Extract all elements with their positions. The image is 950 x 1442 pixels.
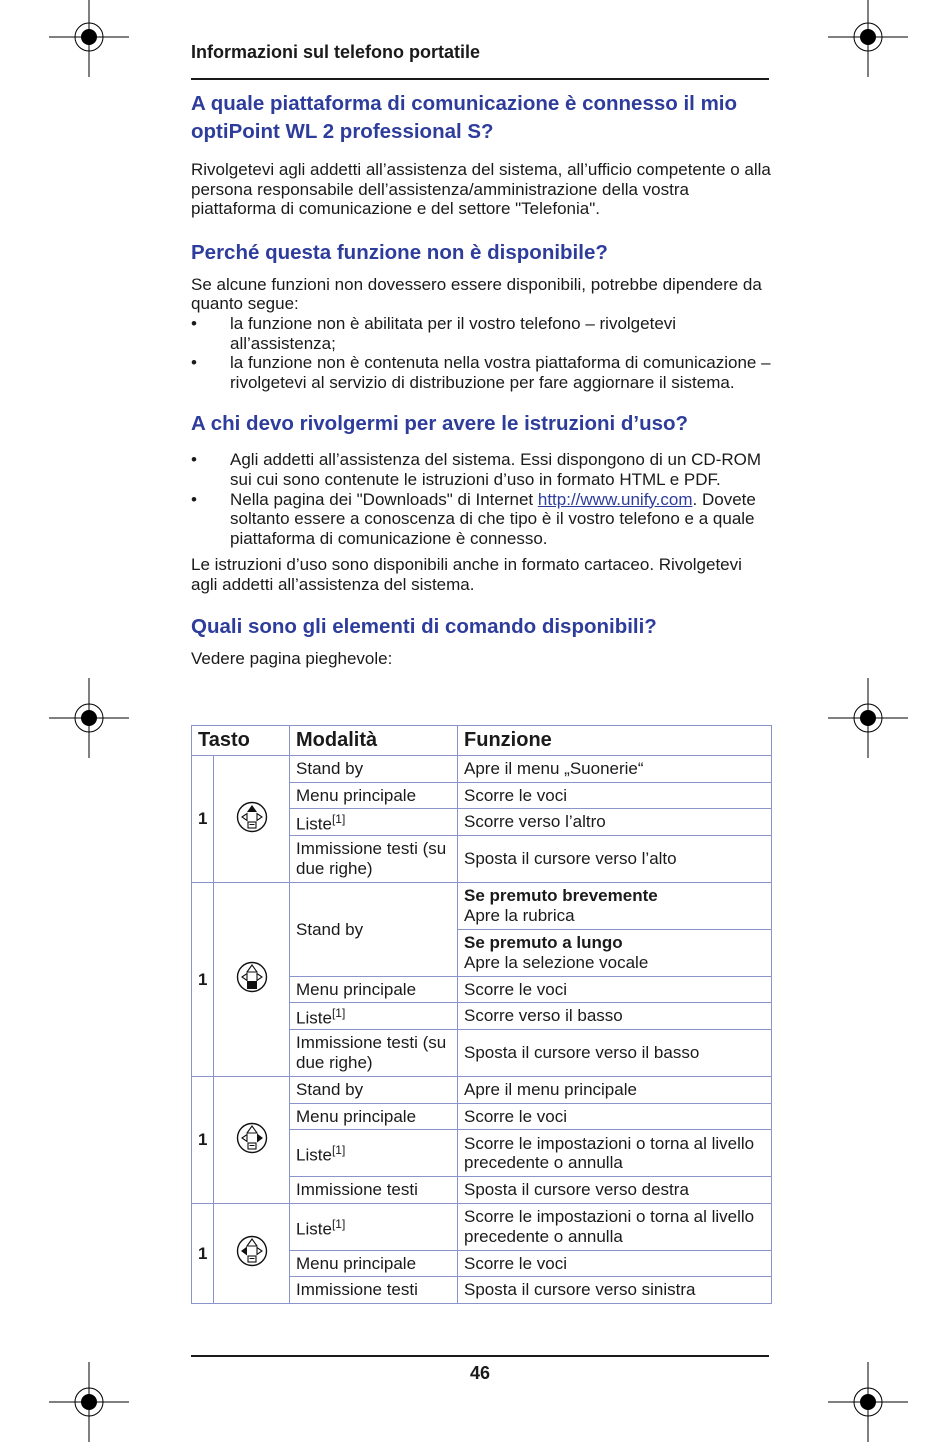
mode-cell: Immissione testi [290, 1177, 458, 1204]
function-cell: Scorre le impostazioni o torna al livello precedente o annulla [458, 1130, 772, 1177]
list-item: • la funzione non è contenuta nella vostra piattaforma di comunicazione – rivolgetevi al servizio di distribuzione per fare aggiornare il sistema. [191, 353, 771, 392]
list-item: • Agli addetti all’assistenza del sistema. Essi dispongono di un CD-ROM sui cui sono contenute le istruzioni d’uso in formato HTML e PDF. [191, 450, 771, 489]
function-cell: Sposta il cursore verso il basso [458, 1029, 772, 1076]
function-cell: Sposta il cursore verso sinistra [458, 1277, 772, 1304]
heading-unavailable: Perché questa funzione non è disponibile? [191, 240, 608, 264]
nav-up-icon [214, 756, 290, 883]
mode-text: Liste [296, 1145, 332, 1165]
mode-text: Liste [296, 1219, 332, 1239]
function-title: Se premuto brevemente [464, 886, 658, 906]
key-number: 1 [192, 1203, 214, 1303]
function-cell: Scorre verso l’altro [458, 809, 772, 836]
mode-text: Liste [296, 1008, 332, 1028]
crop-mark-mid-left [49, 678, 129, 758]
mode-cell: Stand by [290, 756, 458, 783]
function-cell: Scorre le voci [458, 976, 772, 1003]
header-rule [191, 78, 769, 80]
paragraph-manual: Le istruzioni d’uso sono disponibili anche in formato cartaceo. Rivolgetevi agli addetti all’assistenza del sistema. [191, 555, 742, 594]
header-mode: Modalità [290, 726, 458, 756]
function-cell: Apre il menu principale [458, 1076, 772, 1103]
crop-mark-bottom-left [49, 1362, 129, 1442]
manual-list [191, 450, 771, 548]
mode-cell [290, 809, 458, 836]
footnote-mark: [1] [331, 1216, 346, 1231]
key-number: 1 [192, 756, 214, 883]
crop-mark-bottom-right [828, 1362, 908, 1442]
function-cell: Scorre le voci [458, 782, 772, 809]
footnote-mark: [1] [331, 1143, 346, 1158]
crop-mark-mid-right [828, 678, 908, 758]
nav-down-icon [214, 882, 290, 1076]
mode-cell: Menu principale [290, 1250, 458, 1277]
mode-cell [290, 1130, 458, 1177]
nav-right-icon [214, 1076, 290, 1203]
function-cell [458, 882, 772, 929]
function-cell: Sposta il cursore verso destra [458, 1177, 772, 1204]
unify-link[interactable]: http://www.unify.com [537, 489, 693, 509]
paragraph-unavailable: Se alcune funzioni non dovessero essere disponibili, potrebbe dipendere da quanto segue: [191, 274, 762, 314]
paragraph-controls: Vedere pagina pieghevole: [191, 648, 393, 668]
function-cell [458, 929, 772, 976]
crop-mark-top-right [828, 0, 908, 77]
list-item [191, 490, 771, 549]
mode-cell [290, 1003, 458, 1030]
heading-controls: Quali sono gli elementi di comando disponibili? [191, 614, 657, 638]
controls-table [191, 725, 772, 1304]
function-text: Apre la rubrica [464, 905, 575, 925]
key-number: 1 [192, 1076, 214, 1203]
unavailable-list [191, 314, 771, 392]
mode-cell [290, 1203, 458, 1250]
heading-manual: A chi devo rivolgermi per avere le istruzioni d’uso? [191, 412, 689, 436]
footnote-mark: [1] [331, 811, 346, 826]
mode-cell: Immissione testi [290, 1277, 458, 1304]
table-row [192, 882, 772, 929]
heading-platform: A quale piattaforma di comunicazione è connesso il mio optiPoint WL 2 professional S? [191, 92, 738, 143]
mode-cell: Menu principale [290, 782, 458, 809]
function-cell: Sposta il cursore verso l’alto [458, 835, 772, 882]
mode-cell: Stand by [290, 882, 458, 976]
table-row [192, 1203, 772, 1250]
mode-cell: Stand by [290, 1076, 458, 1103]
crop-mark-top-left [49, 0, 129, 77]
header-function: Funzione [458, 726, 772, 756]
function-text: Apre la selezione vocale [464, 952, 649, 972]
function-cell: Scorre verso il basso [458, 1003, 772, 1030]
function-cell: Scorre le voci [458, 1103, 772, 1130]
page-header: Informazioni sul telefono portatile [191, 42, 481, 62]
table-row [192, 756, 772, 783]
mode-cell: Menu principale [290, 1103, 458, 1130]
footer-rule [191, 1355, 769, 1357]
mode-cell: Menu principale [290, 976, 458, 1003]
mode-cell: Immissione testi (su due righe) [290, 835, 458, 882]
table-row [192, 1076, 772, 1103]
table-header-row [192, 726, 772, 756]
function-cell: Apre il menu „Suonerie“ [458, 756, 772, 783]
header-key: Tasto [192, 726, 290, 756]
list-item-text: . Dovete soltanto essere a conoscenza di che tipo è il vostro telefono e a quale piattaforma di comunicazione è connesso. [230, 489, 756, 548]
nav-left-icon [214, 1203, 290, 1303]
function-cell: Scorre le impostazioni o torna al livello precedente o annulla [458, 1203, 772, 1250]
main-content [191, 90, 771, 668]
list-item-text: Nella pagina dei "Downloads" di Internet [230, 489, 538, 509]
function-cell: Scorre le voci [458, 1250, 772, 1277]
page-number: 46 [469, 1363, 491, 1383]
footnote-mark: [1] [331, 1006, 346, 1021]
mode-text: Liste [296, 814, 332, 834]
function-title: Se premuto a lungo [464, 933, 623, 953]
mode-cell: Immissione testi (su due righe) [290, 1029, 458, 1076]
paragraph-platform: Rivolgetevi agli addetti all’assistenza del sistema, all’ufficio competente o alla persona responsabile dell’assistenza/amministrazione della vostra piattaforma di comunicazione e del settore "Telefonia". [191, 160, 771, 219]
list-item: • la funzione non è abilitata per il vostro telefono – rivolgetevi all’assistenza; [191, 314, 771, 353]
key-number: 1 [192, 882, 214, 1076]
